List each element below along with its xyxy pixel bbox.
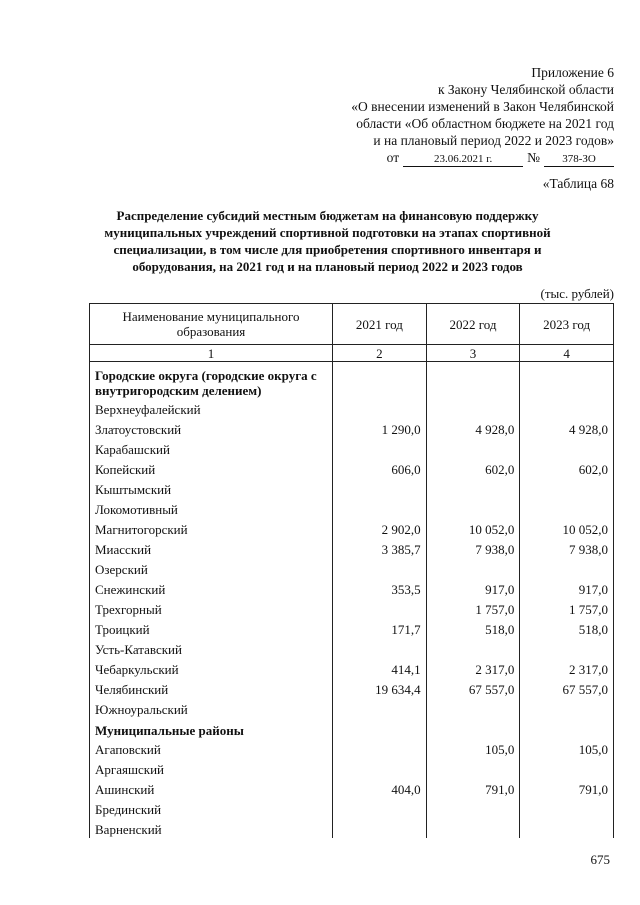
value-2021-cell (333, 798, 427, 818)
appendix-header (351, 64, 614, 167)
table-row (90, 618, 614, 638)
municipality-cell: Трехгорный (90, 598, 333, 618)
value-2022-cell: 105,0 (426, 738, 520, 758)
municipality-cell: Озерский (90, 558, 333, 578)
value-2022-cell (426, 818, 520, 838)
value-2021-cell: 606,0 (333, 458, 427, 478)
value-2022-cell: 917,0 (426, 578, 520, 598)
value-2022-cell (426, 362, 520, 399)
value-2022-cell: 4 928,0 (426, 418, 520, 438)
municipality-cell: Копейский (90, 458, 333, 478)
table-row (90, 798, 614, 818)
header-2023: 2023 год (520, 304, 614, 345)
value-2021-cell (333, 758, 427, 778)
value-2022-cell: 602,0 (426, 458, 520, 478)
municipality-cell: Муниципальные районы (90, 718, 333, 738)
decree-date: 23.06.2021 г. (403, 153, 523, 167)
value-2021-cell (333, 598, 427, 618)
table-row (90, 518, 614, 538)
municipality-cell: Городские округа (городские округа с внутригородским делением) (90, 362, 333, 399)
municipality-cell: Аргаяшский (90, 758, 333, 778)
table-row (90, 738, 614, 758)
document-title: Распределение субсидий местным бюджетам на финансовую поддержку муниципальных учреждений спортивной подготовки на этапах спортивной специализации, в том числе для приобретения спортивного инвентаря и оборудования, на 2021 год и на плановый период 2022 и 2023 годов (104, 208, 551, 274)
table-row (90, 598, 614, 618)
value-2023-cell: 791,0 (520, 778, 614, 798)
value-2021-cell (333, 398, 427, 418)
value-2021-cell (333, 558, 427, 578)
value-2023-cell: 7 938,0 (520, 538, 614, 558)
table-header-row (90, 304, 614, 345)
table-row (90, 698, 614, 718)
value-2023-cell: 602,0 (520, 458, 614, 478)
table-row (90, 458, 614, 478)
value-2022-cell: 7 938,0 (426, 538, 520, 558)
table-row (90, 678, 614, 698)
number-label: № (527, 150, 540, 165)
value-2021-cell: 404,0 (333, 778, 427, 798)
value-2021-cell: 3 385,7 (333, 538, 427, 558)
value-2021-cell (333, 638, 427, 658)
table-row (90, 538, 614, 558)
value-2023-cell: 4 928,0 (520, 418, 614, 438)
table-row (90, 498, 614, 518)
decree-number: 378-ЗО (544, 153, 614, 167)
table-row (90, 558, 614, 578)
value-2022-cell: 67 557,0 (426, 678, 520, 698)
value-2023-cell (520, 478, 614, 498)
value-2022-cell (426, 398, 520, 418)
table-row (90, 638, 614, 658)
municipality-cell: Чебаркульский (90, 658, 333, 678)
table-row (90, 398, 614, 418)
value-2021-cell (333, 478, 427, 498)
value-2021-cell (333, 438, 427, 458)
value-2021-cell: 2 902,0 (333, 518, 427, 538)
value-2023-cell: 105,0 (520, 738, 614, 758)
municipality-cell: Златоустовский (90, 418, 333, 438)
table-reference: «Таблица 68 (542, 176, 614, 191)
value-2021-cell (333, 698, 427, 718)
value-2023-cell: 2 317,0 (520, 658, 614, 678)
page-number: 675 (590, 852, 610, 867)
header-line: и на плановый период 2022 и 2023 годов» (373, 133, 614, 148)
value-2022-cell (426, 438, 520, 458)
header-line: «О внесении изменений в Закон Челябинской (351, 99, 614, 114)
value-2023-cell (520, 638, 614, 658)
value-2022-cell (426, 478, 520, 498)
table-row (90, 778, 614, 798)
value-2023-cell: 917,0 (520, 578, 614, 598)
value-2022-cell (426, 498, 520, 518)
table-row (90, 478, 614, 498)
municipality-cell: Снежинский (90, 578, 333, 598)
table-row (90, 418, 614, 438)
from-label: от (386, 150, 400, 165)
value-2023-cell (520, 362, 614, 399)
value-2021-cell: 414,1 (333, 658, 427, 678)
value-2022-cell: 10 052,0 (426, 518, 520, 538)
header-line: области «Об областном бюджете на 2021 год (356, 116, 614, 131)
table-row (90, 818, 614, 838)
value-2021-cell (333, 498, 427, 518)
value-2023-cell (520, 698, 614, 718)
municipality-cell: Ашинский (90, 778, 333, 798)
value-2023-cell: 10 052,0 (520, 518, 614, 538)
column-number: 4 (520, 345, 614, 362)
value-2023-cell (520, 818, 614, 838)
value-2023-cell (520, 498, 614, 518)
value-2023-cell (520, 798, 614, 818)
municipality-cell: Усть-Катавский (90, 638, 333, 658)
municipality-cell: Кыштымский (90, 478, 333, 498)
value-2023-cell (520, 718, 614, 738)
value-2021-cell (333, 718, 427, 738)
column-number: 1 (90, 345, 333, 362)
value-2023-cell (520, 758, 614, 778)
table-row (90, 658, 614, 678)
municipality-cell: Миасский (90, 538, 333, 558)
value-2022-cell (426, 718, 520, 738)
value-2022-cell: 2 317,0 (426, 658, 520, 678)
value-2023-cell: 67 557,0 (520, 678, 614, 698)
value-2021-cell: 1 290,0 (333, 418, 427, 438)
value-2021-cell (333, 738, 427, 758)
section-row (90, 362, 614, 399)
value-2022-cell: 791,0 (426, 778, 520, 798)
municipality-cell: Брединский (90, 798, 333, 818)
subsidy-table (89, 303, 614, 838)
municipality-cell: Верхнеуфалейский (90, 398, 333, 418)
table-row (90, 578, 614, 598)
municipality-cell: Южноуральский (90, 698, 333, 718)
municipality-cell: Челябинский (90, 678, 333, 698)
header-2022: 2022 год (426, 304, 520, 345)
decree-line (387, 149, 614, 167)
value-2021-cell: 19 634,4 (333, 678, 427, 698)
units-label: (тыс. рублей) (540, 286, 614, 301)
column-number: 3 (426, 345, 520, 362)
municipality-cell: Карабашский (90, 438, 333, 458)
header-line: к Закону Челябинской области (437, 82, 614, 97)
value-2022-cell (426, 638, 520, 658)
value-2023-cell (520, 438, 614, 458)
value-2022-cell (426, 698, 520, 718)
municipality-cell: Локомотивный (90, 498, 333, 518)
header-municipality: Наименование муниципального образования (90, 304, 333, 345)
municipality-cell: Троицкий (90, 618, 333, 638)
municipality-cell: Агаповский (90, 738, 333, 758)
value-2022-cell: 518,0 (426, 618, 520, 638)
value-2023-cell: 1 757,0 (520, 598, 614, 618)
value-2023-cell: 518,0 (520, 618, 614, 638)
table-row (90, 438, 614, 458)
header-2021: 2021 год (333, 304, 427, 345)
value-2021-cell (333, 362, 427, 399)
section-row (90, 718, 614, 738)
value-2021-cell: 171,7 (333, 618, 427, 638)
table-row (90, 758, 614, 778)
municipality-cell: Магнитогорский (90, 518, 333, 538)
value-2022-cell (426, 558, 520, 578)
column-number-row (90, 345, 614, 362)
value-2022-cell (426, 758, 520, 778)
value-2023-cell (520, 558, 614, 578)
value-2021-cell: 353,5 (333, 578, 427, 598)
value-2023-cell (520, 398, 614, 418)
column-number: 2 (333, 345, 427, 362)
header-line: Приложение 6 (531, 65, 614, 80)
value-2022-cell: 1 757,0 (426, 598, 520, 618)
value-2022-cell (426, 798, 520, 818)
value-2021-cell (333, 818, 427, 838)
municipality-cell: Варненский (90, 818, 333, 838)
